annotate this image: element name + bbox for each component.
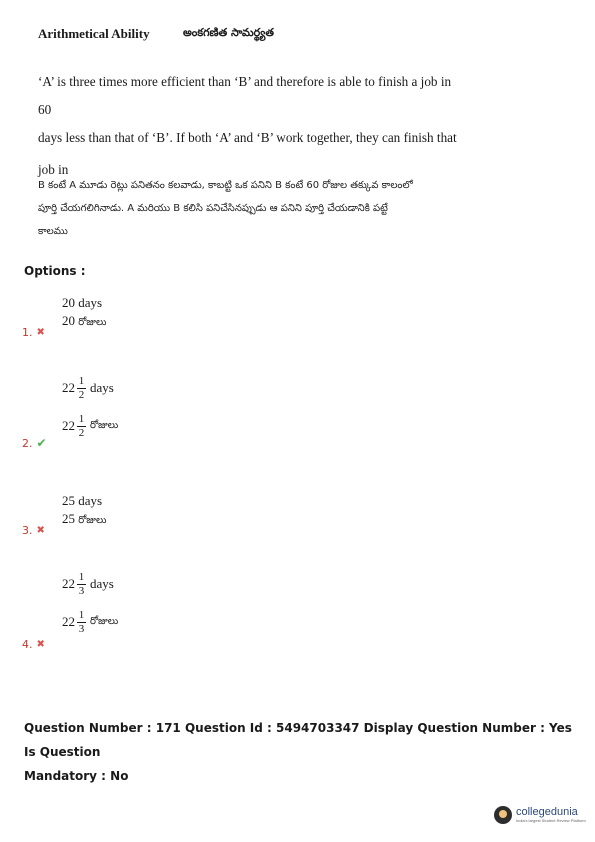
option-unit-te: రోజులు bbox=[90, 616, 119, 627]
option-unit-en: days bbox=[90, 576, 114, 591]
wrong-mark-icon: ✖ bbox=[36, 525, 45, 536]
option-number: 1. bbox=[22, 326, 33, 339]
logo-name: collegedunia bbox=[516, 806, 578, 818]
options-title: Options : bbox=[24, 264, 86, 278]
option-unit-te: రోజులు bbox=[78, 317, 107, 328]
option-whole: 22 bbox=[62, 380, 75, 395]
student-avatar-icon bbox=[494, 806, 512, 824]
metadata-line: Mandatory : No bbox=[24, 769, 129, 783]
question-text-telugu bbox=[38, 174, 458, 243]
option-unit-en: days bbox=[78, 295, 103, 310]
fraction-numerator: 1 bbox=[78, 374, 85, 387]
option-whole: 22 bbox=[62, 576, 75, 591]
fraction-denominator: 2 bbox=[78, 426, 85, 439]
fraction bbox=[77, 414, 86, 439]
option-2-label bbox=[22, 436, 47, 450]
fraction bbox=[77, 376, 86, 401]
option-number: 4. bbox=[22, 638, 33, 651]
question-line: days less than that of ‘B’. If both ‘A’ and ‘B’ work together, they can finish that bbox=[38, 130, 457, 145]
option-unit-en: days bbox=[90, 380, 114, 395]
question-line-telugu: B కంటే A మూడు రెట్లు పనితనం కలవాడు, కాబట్టి ఒక పనిని B కంటే 60 రోజుల తక్కువ కాలంలో bbox=[38, 180, 413, 191]
option-number: 2. bbox=[22, 436, 33, 450]
option-value: 20 bbox=[62, 313, 75, 328]
fraction-denominator: 2 bbox=[78, 388, 85, 401]
option-value: 25 bbox=[62, 511, 75, 526]
check-mark-icon: ✔ bbox=[36, 436, 47, 450]
fraction-denominator: 3 bbox=[78, 584, 85, 597]
metadata-line: Question Number : 171 Question Id : 5494703347 Display Question Number : Yes Is Question bbox=[24, 721, 572, 759]
option-value: 25 bbox=[62, 493, 75, 508]
fraction-numerator: 1 bbox=[78, 570, 85, 583]
section-header bbox=[38, 26, 274, 42]
question-line-telugu: కాలము bbox=[38, 226, 68, 237]
question-line: job in bbox=[38, 162, 69, 177]
option-4-label bbox=[22, 638, 45, 651]
option-whole: 22 bbox=[62, 614, 75, 629]
option-3-content[interactable] bbox=[62, 492, 107, 530]
option-2-content[interactable] bbox=[62, 372, 118, 442]
option-1-label bbox=[22, 326, 45, 339]
wrong-mark-icon: ✖ bbox=[36, 327, 45, 338]
subject-telugu: అంకగణిత సామర్థ్యత bbox=[183, 26, 274, 39]
option-unit-te: రోజులు bbox=[78, 515, 107, 526]
fraction bbox=[77, 610, 86, 635]
option-number: 3. bbox=[22, 524, 33, 537]
option-value: 20 bbox=[62, 295, 75, 310]
option-unit-te: రోజులు bbox=[90, 420, 119, 431]
fraction-numerator: 1 bbox=[78, 608, 85, 621]
option-whole: 22 bbox=[62, 418, 75, 433]
question-text-english bbox=[38, 68, 458, 184]
wrong-mark-icon: ✖ bbox=[36, 639, 45, 650]
subject-english: Arithmetical Ability bbox=[38, 26, 150, 41]
fraction-numerator: 1 bbox=[78, 412, 85, 425]
collegedunia-logo[interactable] bbox=[494, 806, 586, 824]
option-4-content[interactable] bbox=[62, 568, 118, 638]
option-3-label bbox=[22, 524, 45, 537]
question-line: ‘A’ is three times more efficient than ‘B’ and therefore is able to finish a job in 60 bbox=[38, 74, 452, 117]
question-line-telugu: పూర్తి చేయగలిగినాడు. A మరియు B కలిసి పనిచేసినప్పుడు ఆ పనిని పూర్తి చేయడానికి పట్టే bbox=[38, 203, 388, 214]
fraction-denominator: 3 bbox=[78, 622, 85, 635]
logo-tagline: India's largest Student Review Platform bbox=[516, 818, 586, 823]
question-metadata bbox=[24, 716, 584, 788]
option-1-content[interactable] bbox=[62, 294, 107, 332]
fraction bbox=[77, 572, 86, 597]
option-unit-en: days bbox=[78, 493, 103, 508]
